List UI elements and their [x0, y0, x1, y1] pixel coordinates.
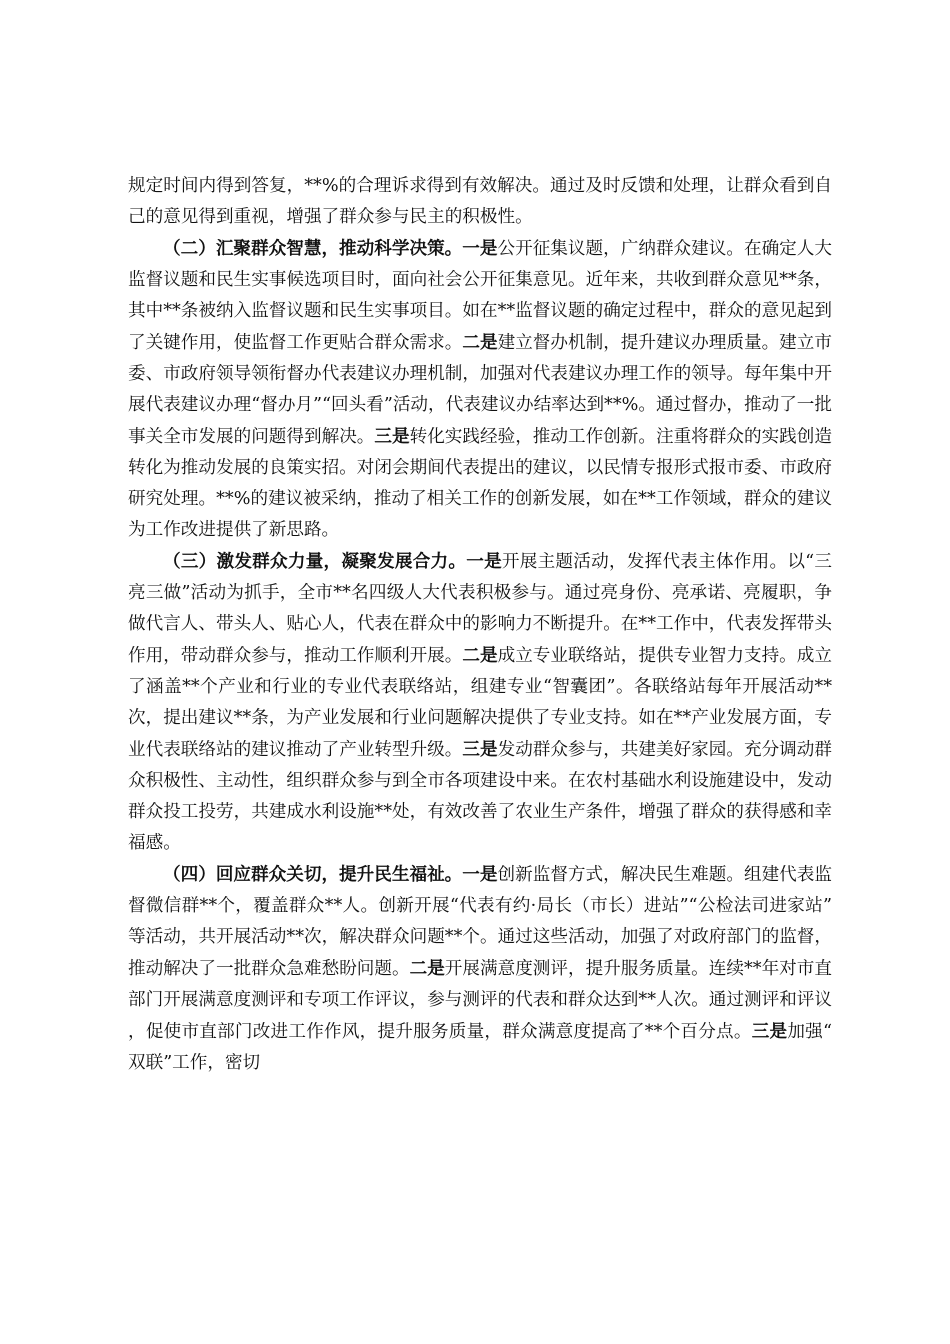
point-marker: 一是 — [466, 551, 502, 572]
document-body — [128, 171, 832, 1079]
body-text: 公开征集议题，广纳群众建议。在确定人大监督议题和民生实事候选项目时，面向社会公开征集意见。近年来，共收到群众意见**条，其中**条被纳入监督议题和民生实事项目。如在**监督议题的确定过程中，群众的意见起到了关键作用，使监督工作更贴合群众需求。 — [128, 239, 832, 353]
point-marker: 一是 — [462, 238, 498, 259]
point-marker: 三是 — [751, 1021, 788, 1042]
body-text: 发动群众参与，共建美好家园。充分调动群众积极性、主动性，组织群众参与到全市各项建设中来。在农村基础水利设施建设中，发动群众投工投劳，共建成水利设施**处，有效改善了农业生产条件，增强了群众的获得感和幸福感。 — [128, 740, 832, 853]
section-heading: （四）回应群众关切，提升民生福祉。 — [163, 864, 463, 885]
point-marker: 一是 — [462, 864, 498, 885]
point-marker: 二是 — [409, 958, 445, 979]
body-text: 建立督办机制，提升建议办理质量。建立市委、市政府领导领衔督办代表建议办理机制，加强对代表建议办理工作的领导。每年集中开展代表建议办理“督办月”“回头看”活动，代表建议办结率达到**%。通过督办，推动了一批事关全市发展的问题得到解决。 — [128, 333, 832, 447]
point-marker: 二是 — [462, 645, 498, 666]
paragraph-continuation — [128, 171, 832, 233]
body-text: 转化实践经验，推动工作创新。注重将群众的实践创造转化为推动发展的良策实招。对闭会期间代表提出的建议，以民情专报形式报市委、市政府研究处理。**%的建议被采纳，推动了相关工作的创新发展，如在**工作领域，群众的建议为工作改进提供了新思路。 — [128, 427, 832, 540]
point-marker: 三是 — [462, 739, 498, 760]
paragraph-section-4 — [128, 859, 832, 1079]
paragraph-section-2 — [128, 233, 832, 546]
point-marker: 二是 — [462, 332, 498, 353]
body-text: 规定时间内得到答复，**%的合理诉求得到有效解决。通过及时反馈和处理，让群众看到自己的意见得到重视，增强了群众参与民主的积极性。 — [128, 176, 832, 227]
paragraph-section-3 — [128, 546, 832, 859]
body-text: 开展主题活动，发挥代表主体作用。以“三亮三做”活动为抓手，全市**名四级人大代表积极参与。通过亮身份、亮承诺、亮履职，争做代言人、带头人、贴心人，代表在群众中的影响力不断提升。在**工作中，代表发挥带头作用，带动群众参与，推动工作顺利开展。 — [128, 552, 832, 666]
body-text: 创新监督方式，解决民生难题。组建代表监督微信群**个，覆盖群众**人。创新开展“代表有约·局长（市长）进站”“公检法司进家站”等活动，共开展活动**次，解决群众问题**个。通过这些活动，加强了对政府部门的监督，推动解决了一批群众急难愁盼问题。 — [128, 865, 832, 979]
body-text: 加强“双联”工作，密切 — [128, 1022, 832, 1073]
section-heading: （三）激发群众力量，凝聚发展合力。 — [163, 551, 467, 572]
section-heading: （二）汇聚群众智慧，推动科学决策。 — [163, 238, 463, 259]
point-marker: 三是 — [374, 426, 410, 447]
body-text: 成立专业联络站，提供专业智力支持。成立了涵盖**个产业和行业的专业代表联络站，组建专业“智囊团”。各联络站每年开展活动**次，提出建议**条，为产业发展和行业问题解决提供了专业支持。如在**产业发展方面，专业代表联络站的建议推动了产业转型升级。 — [128, 646, 832, 760]
body-text: 开展满意度测评，提升服务质量。连续**年对市直部门开展满意度测评和专项工作评议，参与测评的代表和群众达到**人次。通过测评和评议，促使市直部门改进工作作风，提升服务质量，群众满意度提高了**个百分点。 — [128, 959, 832, 1042]
